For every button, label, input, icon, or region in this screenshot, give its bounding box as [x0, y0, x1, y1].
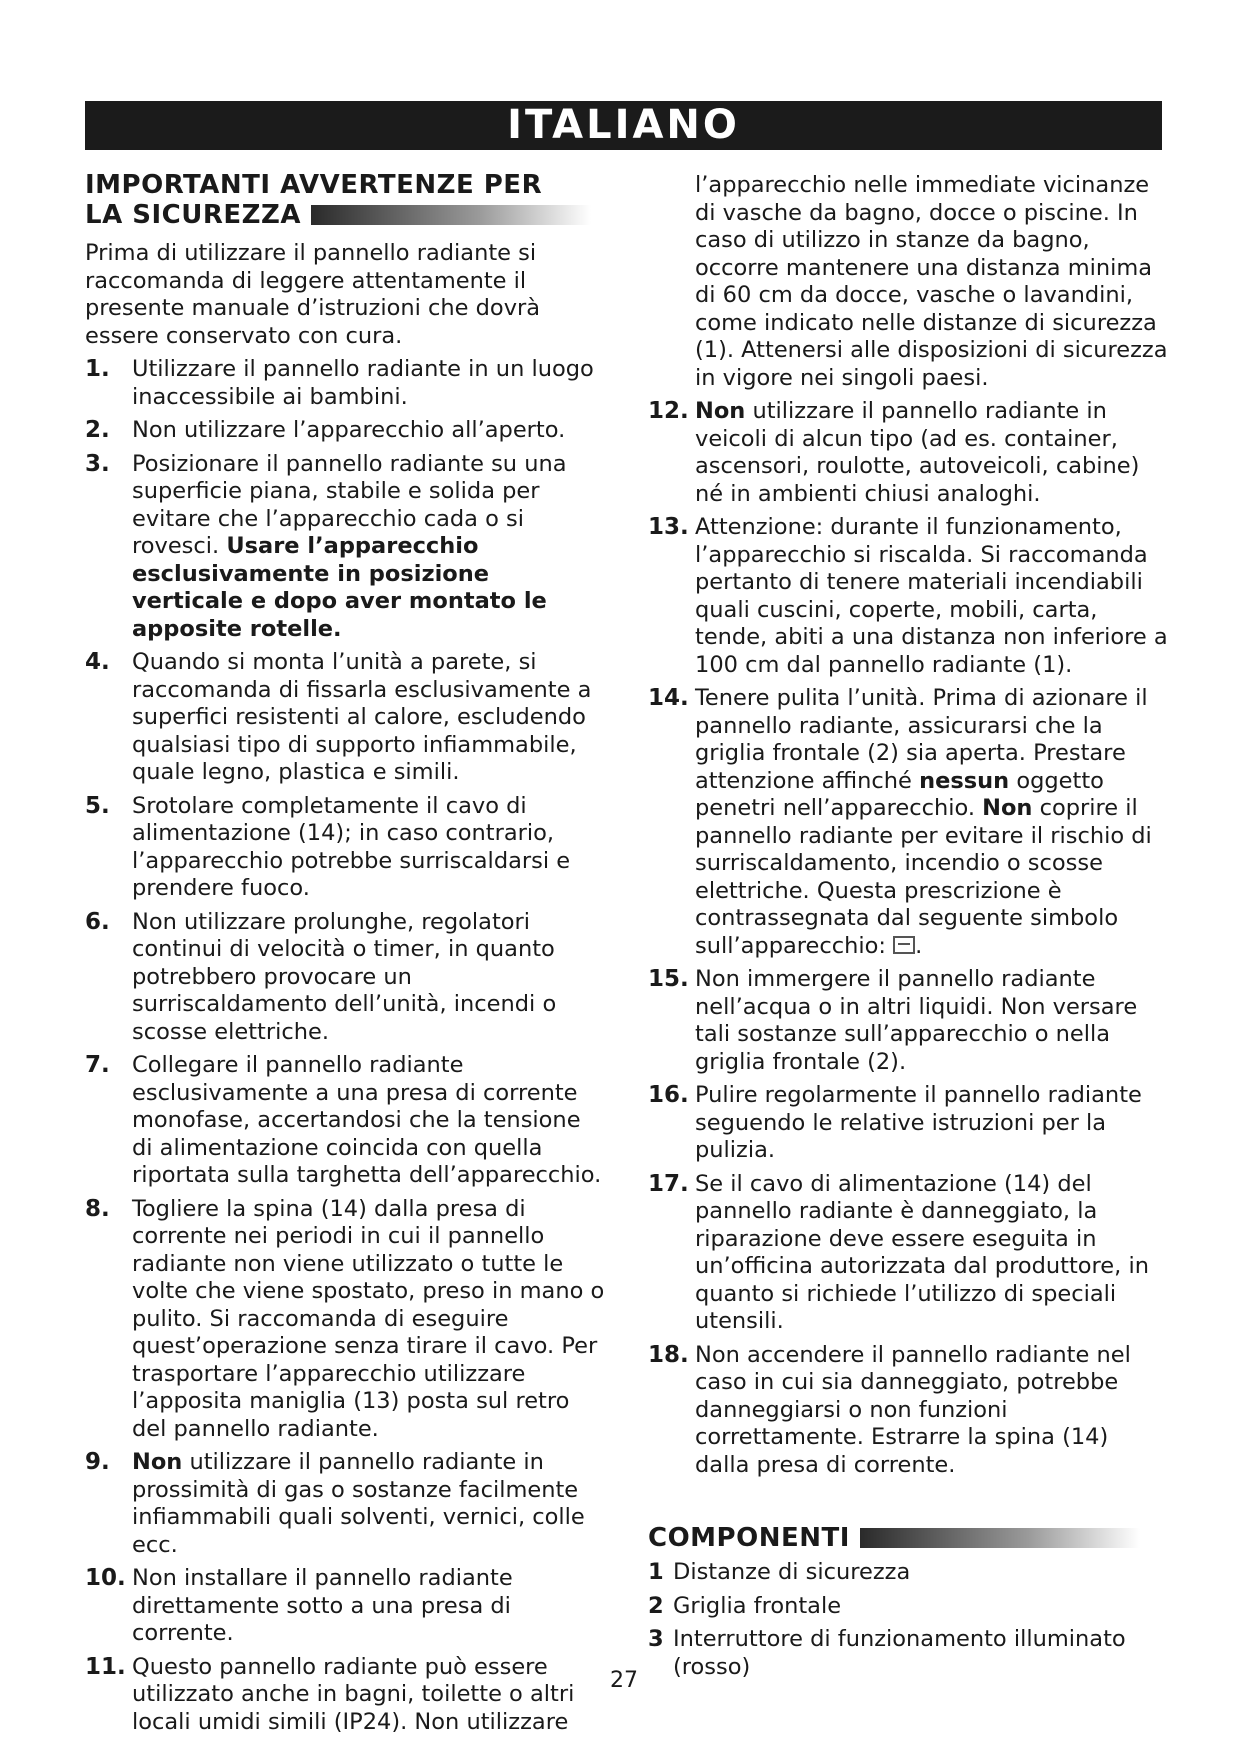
components-heading	[648, 1523, 1168, 1553]
item-number: 3.	[85, 450, 110, 477]
component-label: Griglia frontale	[673, 1592, 842, 1619]
safety-item	[85, 451, 605, 644]
safety-item	[85, 356, 605, 411]
component-number: 3	[648, 1626, 664, 1652]
component-label: Distanze di sicurezza	[673, 1559, 911, 1585]
safety-list-left	[85, 356, 605, 1736]
item-text: Pulire regolarmente il pannello radiante seguendo le relative istruzioni per la pulizia.	[695, 1082, 1142, 1163]
safety-item	[85, 1565, 605, 1648]
item-number: 14.	[648, 685, 689, 711]
item-text: Srotolare completamente il cavo di alimentazione (14); in caso contrario, l’apparecchio potrebbe surriscaldarsi e prendere fuoco.	[132, 792, 571, 901]
components-section	[648, 1523, 1168, 1681]
item-number: 7.	[85, 1052, 110, 1078]
item-bold-text: nessun	[919, 767, 1010, 794]
safety-item	[85, 1052, 605, 1190]
item-text: Non accendere il pannello radiante nel caso in cui sia danneggiato, potrebbe danneggiarsi o non funzioni correttamente. Estrarre la spina (14) dalla presa di corrente.	[695, 1341, 1131, 1478]
item-number: 11.	[85, 1653, 126, 1680]
item-text: utilizzare il pannello radiante in prossimità di gas o sostanze facilmente infiammabili quali solventi, vernici, colle ecc.	[132, 1449, 585, 1558]
safety-item: 14. Tenere pulita l’unità. Prima di azionare il pannello radiante, assicurarsi che la griglia frontale (2) sia aperta. Prestare attenzione affinché nessun oggetto penetri nell’apparecchio. Non coprire il pannello radiante per evitare il rischio di surriscaldamento, incendio o scosse elettriche. Questa prescrizione è contrassegnata dal seguente simbolo sull’apparecchio: .	[648, 685, 1152, 959]
item-number: 17.	[648, 1170, 689, 1197]
safety-intro: Prima di utilizzare il pannello radiante si raccomanda di leggere attentamente il presente manuale d’istruzioni che dovrà essere conservato con cura.	[85, 240, 541, 349]
component-item	[648, 1559, 1168, 1587]
item-text: Non utilizzare l’apparecchio all’aperto.	[132, 417, 566, 443]
item-number: 15.	[648, 966, 689, 992]
safety-item-11-continued: l’apparecchio nelle immediate vicinanze di vasche da bagno, docce o piscine. In caso di utilizzo in stanze da bagno, occorre mantenere una distanza minima di 60 cm da docce, vasche o lavandini, come indicato nelle distanze di sicurezza (1). Attenersi alle disposizioni di sicurezza in vigore nei singoli paesi.	[695, 172, 1168, 391]
item-text: Non immergere il pannello radiante nell’acqua o in altri liquidi. Non versare tali sostanze sull’apparecchio o nella griglia frontale (2).	[695, 966, 1138, 1075]
safety-item	[648, 966, 1168, 1076]
language-banner: ITALIANO	[85, 101, 1162, 150]
item-text: Non installare il pannello radiante direttamente sotto a una presa di corrente.	[132, 1565, 513, 1646]
item-number: 12.	[648, 398, 689, 424]
safety-item	[648, 514, 1168, 679]
item-number: 6.	[85, 908, 110, 935]
item-number: 10.	[85, 1565, 126, 1591]
item-number: 4.	[85, 649, 110, 675]
item-text: utilizzare il pannello radiante in veicoli di alcun tipo (ad es. container, ascensori, roulotte, autoveicoli, cabine) né in ambienti chiusi analoghi.	[695, 398, 1140, 507]
item-bold-text: Non	[695, 398, 746, 424]
left-column	[85, 170, 605, 1736]
item-text: Attenzione: durante il funzionamento, l’apparecchio si riscalda. Si raccomanda pertanto di tenere materiali incendiabili quali cuscini, coperte, mobili, carta, tende, abiti a una distanza non inferiore a 100 cm dal pannello radiante (1).	[695, 514, 1168, 678]
safety-heading-line1: IMPORTANTI AVVERTENZE PER	[85, 170, 543, 200]
item-number: 5.	[85, 792, 110, 819]
item-text: Posizionare il pannello radiante su una superficie piana, stabile e solida per evitare che l’apparecchio cada o si rovesci.	[132, 450, 567, 559]
safety-item	[85, 793, 605, 903]
item-text: oggetto penetri nell’apparecchio.	[695, 767, 1104, 821]
item-bold-text: Non	[982, 795, 1033, 821]
item-text: Collegare il pannello radiante esclusivamente a una presa di corrente monofase, accertandosi che la tensione di alimentazione coincida con quella riportata sulla targhetta dell’apparecchio.	[132, 1052, 602, 1188]
item-text: Tenere pulita l’unità. Prima di azionare il pannello radiante, assicurarsi che la griglia frontale (2) sia aperta. Prestare attenzione affinché	[695, 685, 1148, 794]
item-number: 1.	[85, 356, 110, 382]
safety-heading	[85, 170, 605, 230]
item-number: 8.	[85, 1195, 110, 1222]
item-bold-text: Usare l’apparecchio esclusivamente in posizione verticale e dopo aver montato le apposite rotelle.	[132, 533, 547, 642]
safety-item	[85, 649, 605, 787]
item-text: Togliere la spina (14) dalla presa di corrente nei periodi in cui il pannello radiante non viene utilizzato o tutte le volte che viene spostato, preso in mano o pulito. Si raccomanda di eseguire quest’operazione senza tirare il cavo. Per trasportare l’apparecchio utilizzare l’apposita maniglia (13) posta sul retro del pannello radiante.	[132, 1195, 605, 1442]
heading-gradient-bar	[860, 1528, 1140, 1548]
item-text: Non utilizzare prolunghe, regolatori continui di velocità o timer, in quanto potrebbero provocare un surriscaldamento dell’unità, incendi o scosse elettriche.	[132, 908, 557, 1045]
safety-item	[85, 1654, 605, 1737]
item-number: 18.	[648, 1341, 689, 1368]
safety-item	[85, 417, 605, 445]
component-number: 2	[648, 1592, 664, 1619]
component-item	[648, 1626, 1168, 1681]
right-column	[648, 172, 1168, 1681]
item-text: Utilizzare il pannello radiante in un luogo inaccessibile ai bambini.	[132, 356, 594, 410]
item-number: 9.	[85, 1449, 110, 1475]
safety-item	[85, 1449, 605, 1559]
item-text: Se il cavo di alimentazione (14) del pannello radiante è danneggiato, la riparazione deve essere eseguita in un’officina autorizzata dal produttore, in quanto si richiede l’utilizzo di speciali utensili.	[695, 1170, 1149, 1334]
safety-item	[85, 1196, 605, 1444]
safety-item	[648, 1342, 1168, 1480]
safety-heading-line2: LA SICUREZZA	[85, 200, 301, 230]
item-number: 16.	[648, 1082, 689, 1108]
item-number: 13.	[648, 514, 689, 540]
component-number: 1	[648, 1559, 664, 1585]
item-text: Quando si monta l’unità a parete, si raccomanda di fissarla esclusivamente a superfici resistenti al calore, escludendo qualsiasi tipo di supporto infiammabile, quale legno, plastica e simili.	[132, 649, 592, 785]
heading-gradient-bar	[311, 205, 591, 225]
safety-list-right	[648, 398, 1168, 1479]
page-number: 27	[610, 1668, 638, 1693]
component-label: Interruttore di funzionamento illuminato (rosso)	[673, 1626, 1126, 1680]
components-heading-text: COMPONENTI	[648, 1523, 850, 1553]
safety-item	[648, 398, 1168, 508]
do-not-cover-icon	[893, 936, 915, 954]
safety-item	[648, 1082, 1168, 1165]
component-item	[648, 1593, 1168, 1621]
item-text: coprire il pannello radiante per evitare il rischio di surriscaldamento, incendio o scosse elettriche. Questa prescrizione è contrassegnata dal seguente simbolo sull’apparecchio:	[695, 795, 1152, 959]
safety-item	[85, 909, 605, 1047]
item-text: Questo pannello radiante può essere utilizzato anche in bagni, toilette o altri locali umidi simili (IP24). Non utilizzare	[132, 1653, 575, 1735]
item-bold-text: Non	[132, 1449, 183, 1475]
item-number: 2.	[85, 417, 110, 443]
safety-item	[648, 1171, 1168, 1336]
